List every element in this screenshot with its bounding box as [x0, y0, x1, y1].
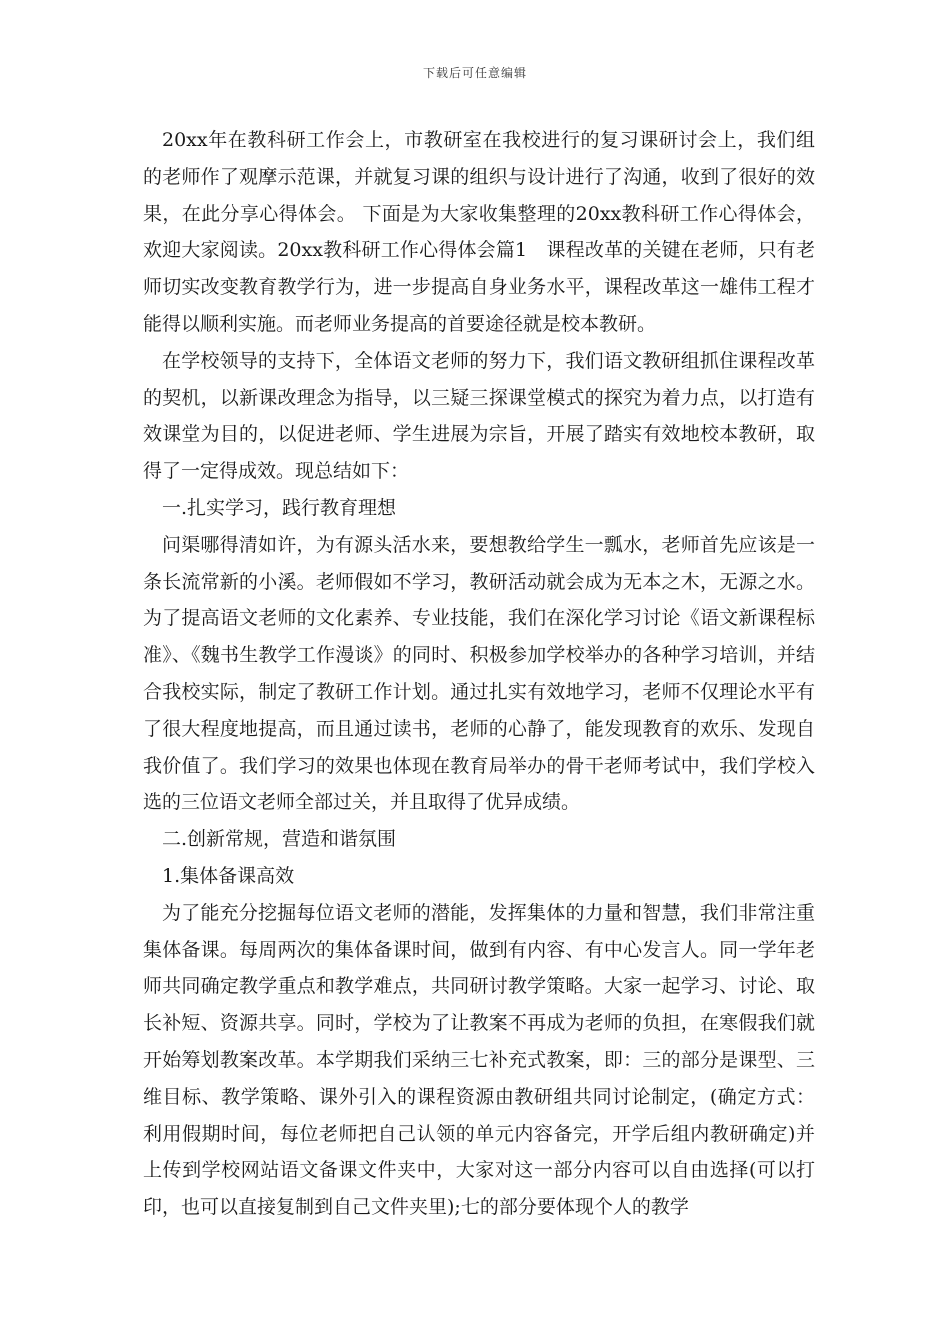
paragraph-summary: 在学校领导的支持下，全体语文老师的努力下，我们语文教研组抓住课程改革的契机，以新课改理念为指导，以三疑三探课堂模式的探究为着力点，以打造有效课堂为目的，以促进老师、学生进展为宗旨，开展了踏实有效地校本教研，取得了一定得成效。现总结如下： [143, 349, 815, 483]
section-heading-1: 一.扎实学习，践行教育理想 [162, 496, 397, 519]
document-body [143, 122, 815, 1226]
paragraph-intro: 20xx年在教科研工作会上，市教研室在我校进行的复习课研讨会上，我们组的老师作了观摩示范课，并就复习课的组织与设计进行了沟通，收到了很好的效果，在此分享心得体会。 下面是为大家收集整理的20xx教科研工作心得体会，欢迎大家阅读。20xx教科研工作心得体会篇1 课程改革的关键在老师，只有老师切实改变教育教学行为，进一步提高自身业务水平，课程改革这一雄伟工程才能得以顺利实施。而老师业务提高的首要途径就是校本教研。 [143, 129, 815, 335]
subsection-heading-1: 1.集体备课高效 [162, 864, 295, 887]
paragraph-study: 问渠哪得清如许，为有源头活水来，要想教给学生一瓢水，老师首先应该是一条长流常新的小溪。老师假如不学习，教研活动就会成为无本之木，无源之水。为了提高语文老师的文化素养、专业技能，我们在深化学习讨论《语文新课程标准》、《魏书生教学工作漫谈》的同时、积极参加学校举办的各种学习培训，并结合我校实际，制定了教研工作计划。通过扎实有效地学习，老师不仅理论水平有了很大程度地提高，而且通过读书，老师的心静了，能发现教育的欢乐、发现自我价值了。我们学习的效果也体现在教育局举办的骨干老师考试中，我们学校入选的三位语文老师全部过关，并且取得了优异成绩。 [143, 533, 815, 814]
page-header: 下载后可任意编辑 [422, 66, 527, 80]
section-heading-2: 二.创新常规，营造和谐氛围 [162, 828, 397, 851]
paragraph-lesson-prep: 为了能充分挖掘每位语文老师的潜能，发挥集体的力量和智慧，我们非常注重集体备课。每周两次的集体备课时间，做到有内容、有中心发言人。同一学年老师共同确定教学重点和教学难点，共同研讨教学策略。大家一起学习、讨论、取长补短、资源共享。同时，学校为了让教案不再成为老师的负担，在寒假我们就开始筹划教案改革。本学期我们采纳三七补充式教案，即：三的部分是课型、三维目标、教学策略、课外引入的课程资源由教研组共同讨论制定，(确定方式：利用假期时间，每位老师把自己认领的单元内容备完，开学后组内教研确定)并上传到学校网站语文备课文件夹中，大家对这一部分内容可以自由选择(可以打印，也可以直接复制到自己文件夹里);七的部分要体现个人的教学 [143, 901, 815, 1219]
